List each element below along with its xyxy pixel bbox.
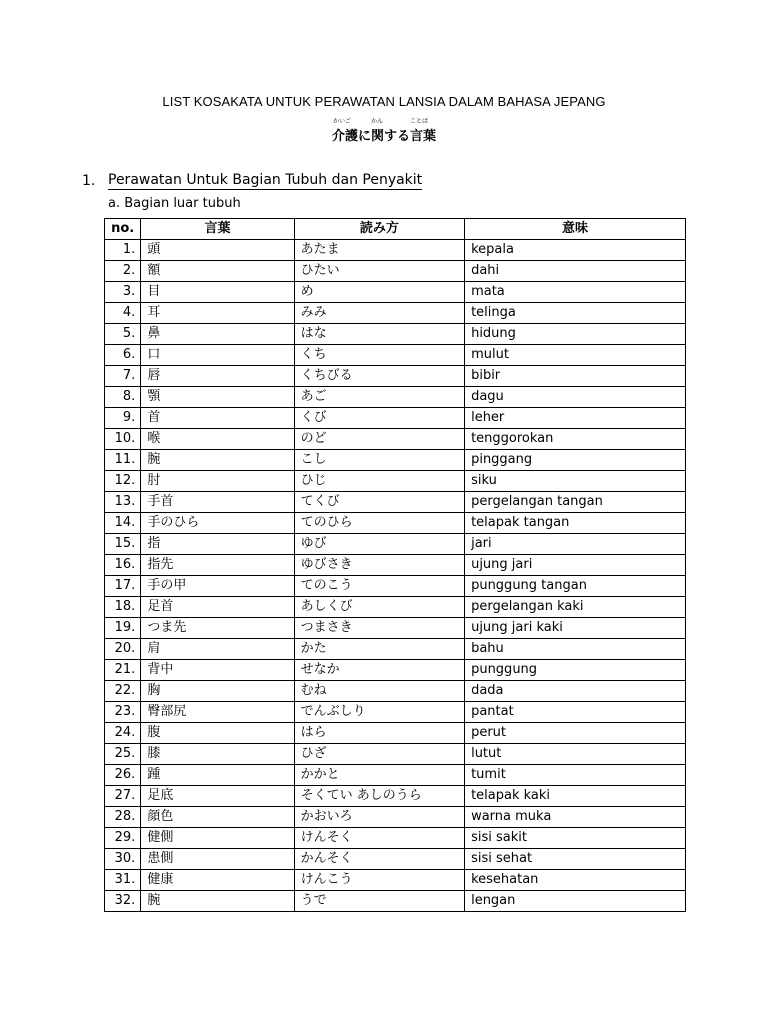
row-word: 健側 — [141, 828, 294, 849]
table-row — [105, 891, 686, 912]
header-word: 言葉 — [141, 219, 294, 240]
row-number: 27. — [105, 786, 141, 807]
row-word: 頭 — [141, 240, 294, 261]
row-word: 膝 — [141, 744, 294, 765]
row-number: 8. — [105, 387, 141, 408]
row-number: 26. — [105, 765, 141, 786]
table-row — [105, 366, 686, 387]
row-reading: みみ — [294, 303, 464, 324]
table-row — [105, 303, 686, 324]
section-title: Perawatan Untuk Bagian Tubuh dan Penyakit — [108, 172, 423, 188]
table-row — [105, 786, 686, 807]
row-word: 手のひら — [141, 513, 294, 534]
row-meaning: punggung tangan — [465, 576, 686, 597]
row-meaning: tumit — [465, 765, 686, 786]
row-reading: むね — [294, 681, 464, 702]
row-meaning: telapak tangan — [465, 513, 686, 534]
row-meaning: kesehatan — [465, 870, 686, 891]
row-number: 16. — [105, 555, 141, 576]
row-meaning: lengan — [465, 891, 686, 912]
table-row — [105, 450, 686, 471]
table-row — [105, 639, 686, 660]
row-reading: けんそく — [294, 828, 464, 849]
row-meaning: sisi sakit — [465, 828, 686, 849]
row-meaning: siku — [465, 471, 686, 492]
row-number: 17. — [105, 576, 141, 597]
row-meaning: dagu — [465, 387, 686, 408]
row-word: 臀部尻 — [141, 702, 294, 723]
row-number: 10. — [105, 429, 141, 450]
row-number: 28. — [105, 807, 141, 828]
row-number: 12. — [105, 471, 141, 492]
row-word: 足底 — [141, 786, 294, 807]
row-word: 腕 — [141, 450, 294, 471]
row-number: 11. — [105, 450, 141, 471]
row-meaning: mulut — [465, 345, 686, 366]
row-word: 腕 — [141, 891, 294, 912]
table-row — [105, 723, 686, 744]
table-row — [105, 555, 686, 576]
row-meaning: telapak kaki — [465, 786, 686, 807]
row-reading: つまさき — [294, 618, 464, 639]
row-word: 患側 — [141, 849, 294, 870]
row-reading: ゆび — [294, 534, 464, 555]
table-row — [105, 534, 686, 555]
row-number: 2. — [105, 261, 141, 282]
row-meaning: telinga — [465, 303, 686, 324]
furigana-kan: かん — [371, 118, 384, 125]
row-word: 喉 — [141, 429, 294, 450]
header-no: no. — [105, 219, 141, 240]
row-reading: うで — [294, 891, 464, 912]
row-word: 唇 — [141, 366, 294, 387]
document-title: LIST KOSAKATA UNTUK PERAWATAN LANSIA DALAM BAHASA JEPANG — [162, 94, 606, 109]
row-meaning: jari — [465, 534, 686, 555]
row-reading: そくてい あしのうら — [294, 786, 464, 807]
japanese-title: 介護に関する言葉 — [331, 129, 436, 144]
row-word: 肘 — [141, 471, 294, 492]
table-row — [105, 765, 686, 786]
row-number: 6. — [105, 345, 141, 366]
row-word: 足首 — [141, 597, 294, 618]
row-meaning: hidung — [465, 324, 686, 345]
row-number: 29. — [105, 828, 141, 849]
row-meaning: kepala — [465, 240, 686, 261]
row-reading: こし — [294, 450, 464, 471]
row-reading: くち — [294, 345, 464, 366]
row-word: 指 — [141, 534, 294, 555]
row-word: 首 — [141, 408, 294, 429]
row-word: 手の甲 — [141, 576, 294, 597]
row-number: 3. — [105, 282, 141, 303]
row-number: 5. — [105, 324, 141, 345]
row-reading: けんこう — [294, 870, 464, 891]
row-reading: くちびる — [294, 366, 464, 387]
row-word: 鼻 — [141, 324, 294, 345]
row-reading: せなか — [294, 660, 464, 681]
row-reading: かおいろ — [294, 807, 464, 828]
row-number: 18. — [105, 597, 141, 618]
table-row — [105, 345, 686, 366]
row-meaning: ujung jari — [465, 555, 686, 576]
row-number: 7. — [105, 366, 141, 387]
table-row — [105, 387, 686, 408]
row-word: 顔色 — [141, 807, 294, 828]
table-row — [105, 240, 686, 261]
row-reading: あご — [294, 387, 464, 408]
row-word: 顎 — [141, 387, 294, 408]
row-meaning: sisi sehat — [465, 849, 686, 870]
table-row — [105, 471, 686, 492]
table-row — [105, 870, 686, 891]
table-row — [105, 744, 686, 765]
row-number: 22. — [105, 681, 141, 702]
row-word: つま先 — [141, 618, 294, 639]
row-meaning: perut — [465, 723, 686, 744]
header-reading: 読み方 — [294, 219, 464, 240]
row-number: 19. — [105, 618, 141, 639]
row-number: 14. — [105, 513, 141, 534]
table-row — [105, 492, 686, 513]
row-number: 13. — [105, 492, 141, 513]
row-number: 25. — [105, 744, 141, 765]
row-meaning: mata — [465, 282, 686, 303]
table-row — [105, 429, 686, 450]
row-meaning: leher — [465, 408, 686, 429]
row-number: 9. — [105, 408, 141, 429]
table-row — [105, 513, 686, 534]
row-number: 15. — [105, 534, 141, 555]
row-meaning: pinggang — [465, 450, 686, 471]
row-word: 背中 — [141, 660, 294, 681]
row-reading: てくび — [294, 492, 464, 513]
row-reading: ゆびさき — [294, 555, 464, 576]
row-meaning: ujung jari kaki — [465, 618, 686, 639]
row-word: 耳 — [141, 303, 294, 324]
row-number: 21. — [105, 660, 141, 681]
row-meaning: pantat — [465, 702, 686, 723]
furigana-kotoba: ことば — [410, 118, 429, 125]
row-number: 24. — [105, 723, 141, 744]
row-word: 目 — [141, 282, 294, 303]
row-reading: かかと — [294, 765, 464, 786]
row-reading: てのこう — [294, 576, 464, 597]
row-number: 30. — [105, 849, 141, 870]
row-word: 胸 — [141, 681, 294, 702]
row-meaning: warna muka — [465, 807, 686, 828]
subsection-title: a. Bagian luar tubuh — [108, 196, 241, 211]
table-row — [105, 660, 686, 681]
table-header-row — [105, 219, 686, 240]
header-meaning: 意味 — [465, 219, 686, 240]
row-word: 口 — [141, 345, 294, 366]
section-number: 1. — [82, 173, 96, 189]
row-number: 23. — [105, 702, 141, 723]
table-row — [105, 702, 686, 723]
row-reading: あしくび — [294, 597, 464, 618]
row-number: 1. — [105, 240, 141, 261]
table-row — [105, 828, 686, 849]
row-reading: め — [294, 282, 464, 303]
row-reading: ひじ — [294, 471, 464, 492]
table-row — [105, 282, 686, 303]
table-row — [105, 681, 686, 702]
row-number: 32. — [105, 891, 141, 912]
row-number: 20. — [105, 639, 141, 660]
row-word: 腹 — [141, 723, 294, 744]
row-meaning: bahu — [465, 639, 686, 660]
row-reading: あたま — [294, 240, 464, 261]
table-row — [105, 618, 686, 639]
row-meaning: pergelangan tangan — [465, 492, 686, 513]
table-row — [105, 849, 686, 870]
row-reading: かた — [294, 639, 464, 660]
row-meaning: punggung — [465, 660, 686, 681]
row-reading: はら — [294, 723, 464, 744]
row-reading: のど — [294, 429, 464, 450]
row-reading: ひたい — [294, 261, 464, 282]
row-reading: はな — [294, 324, 464, 345]
row-reading: ひざ — [294, 744, 464, 765]
row-word: 手首 — [141, 492, 294, 513]
row-reading: かんそく — [294, 849, 464, 870]
furigana-kaigo: かいご — [333, 118, 352, 125]
table-row — [105, 261, 686, 282]
row-number: 31. — [105, 870, 141, 891]
row-number: 4. — [105, 303, 141, 324]
table-row — [105, 324, 686, 345]
row-reading: くび — [294, 408, 464, 429]
row-meaning: tenggorokan — [465, 429, 686, 450]
table-row — [105, 807, 686, 828]
row-meaning: pergelangan kaki — [465, 597, 686, 618]
row-meaning: bibir — [465, 366, 686, 387]
row-meaning: lutut — [465, 744, 686, 765]
row-word: 指先 — [141, 555, 294, 576]
table-row — [105, 408, 686, 429]
table-row — [105, 576, 686, 597]
row-word: 肩 — [141, 639, 294, 660]
row-reading: でんぶしり — [294, 702, 464, 723]
row-meaning: dada — [465, 681, 686, 702]
table-row — [105, 597, 686, 618]
row-word: 健康 — [141, 870, 294, 891]
vocabulary-table — [104, 218, 686, 912]
row-word: 額 — [141, 261, 294, 282]
row-reading: てのひら — [294, 513, 464, 534]
row-word: 踵 — [141, 765, 294, 786]
row-meaning: dahi — [465, 261, 686, 282]
